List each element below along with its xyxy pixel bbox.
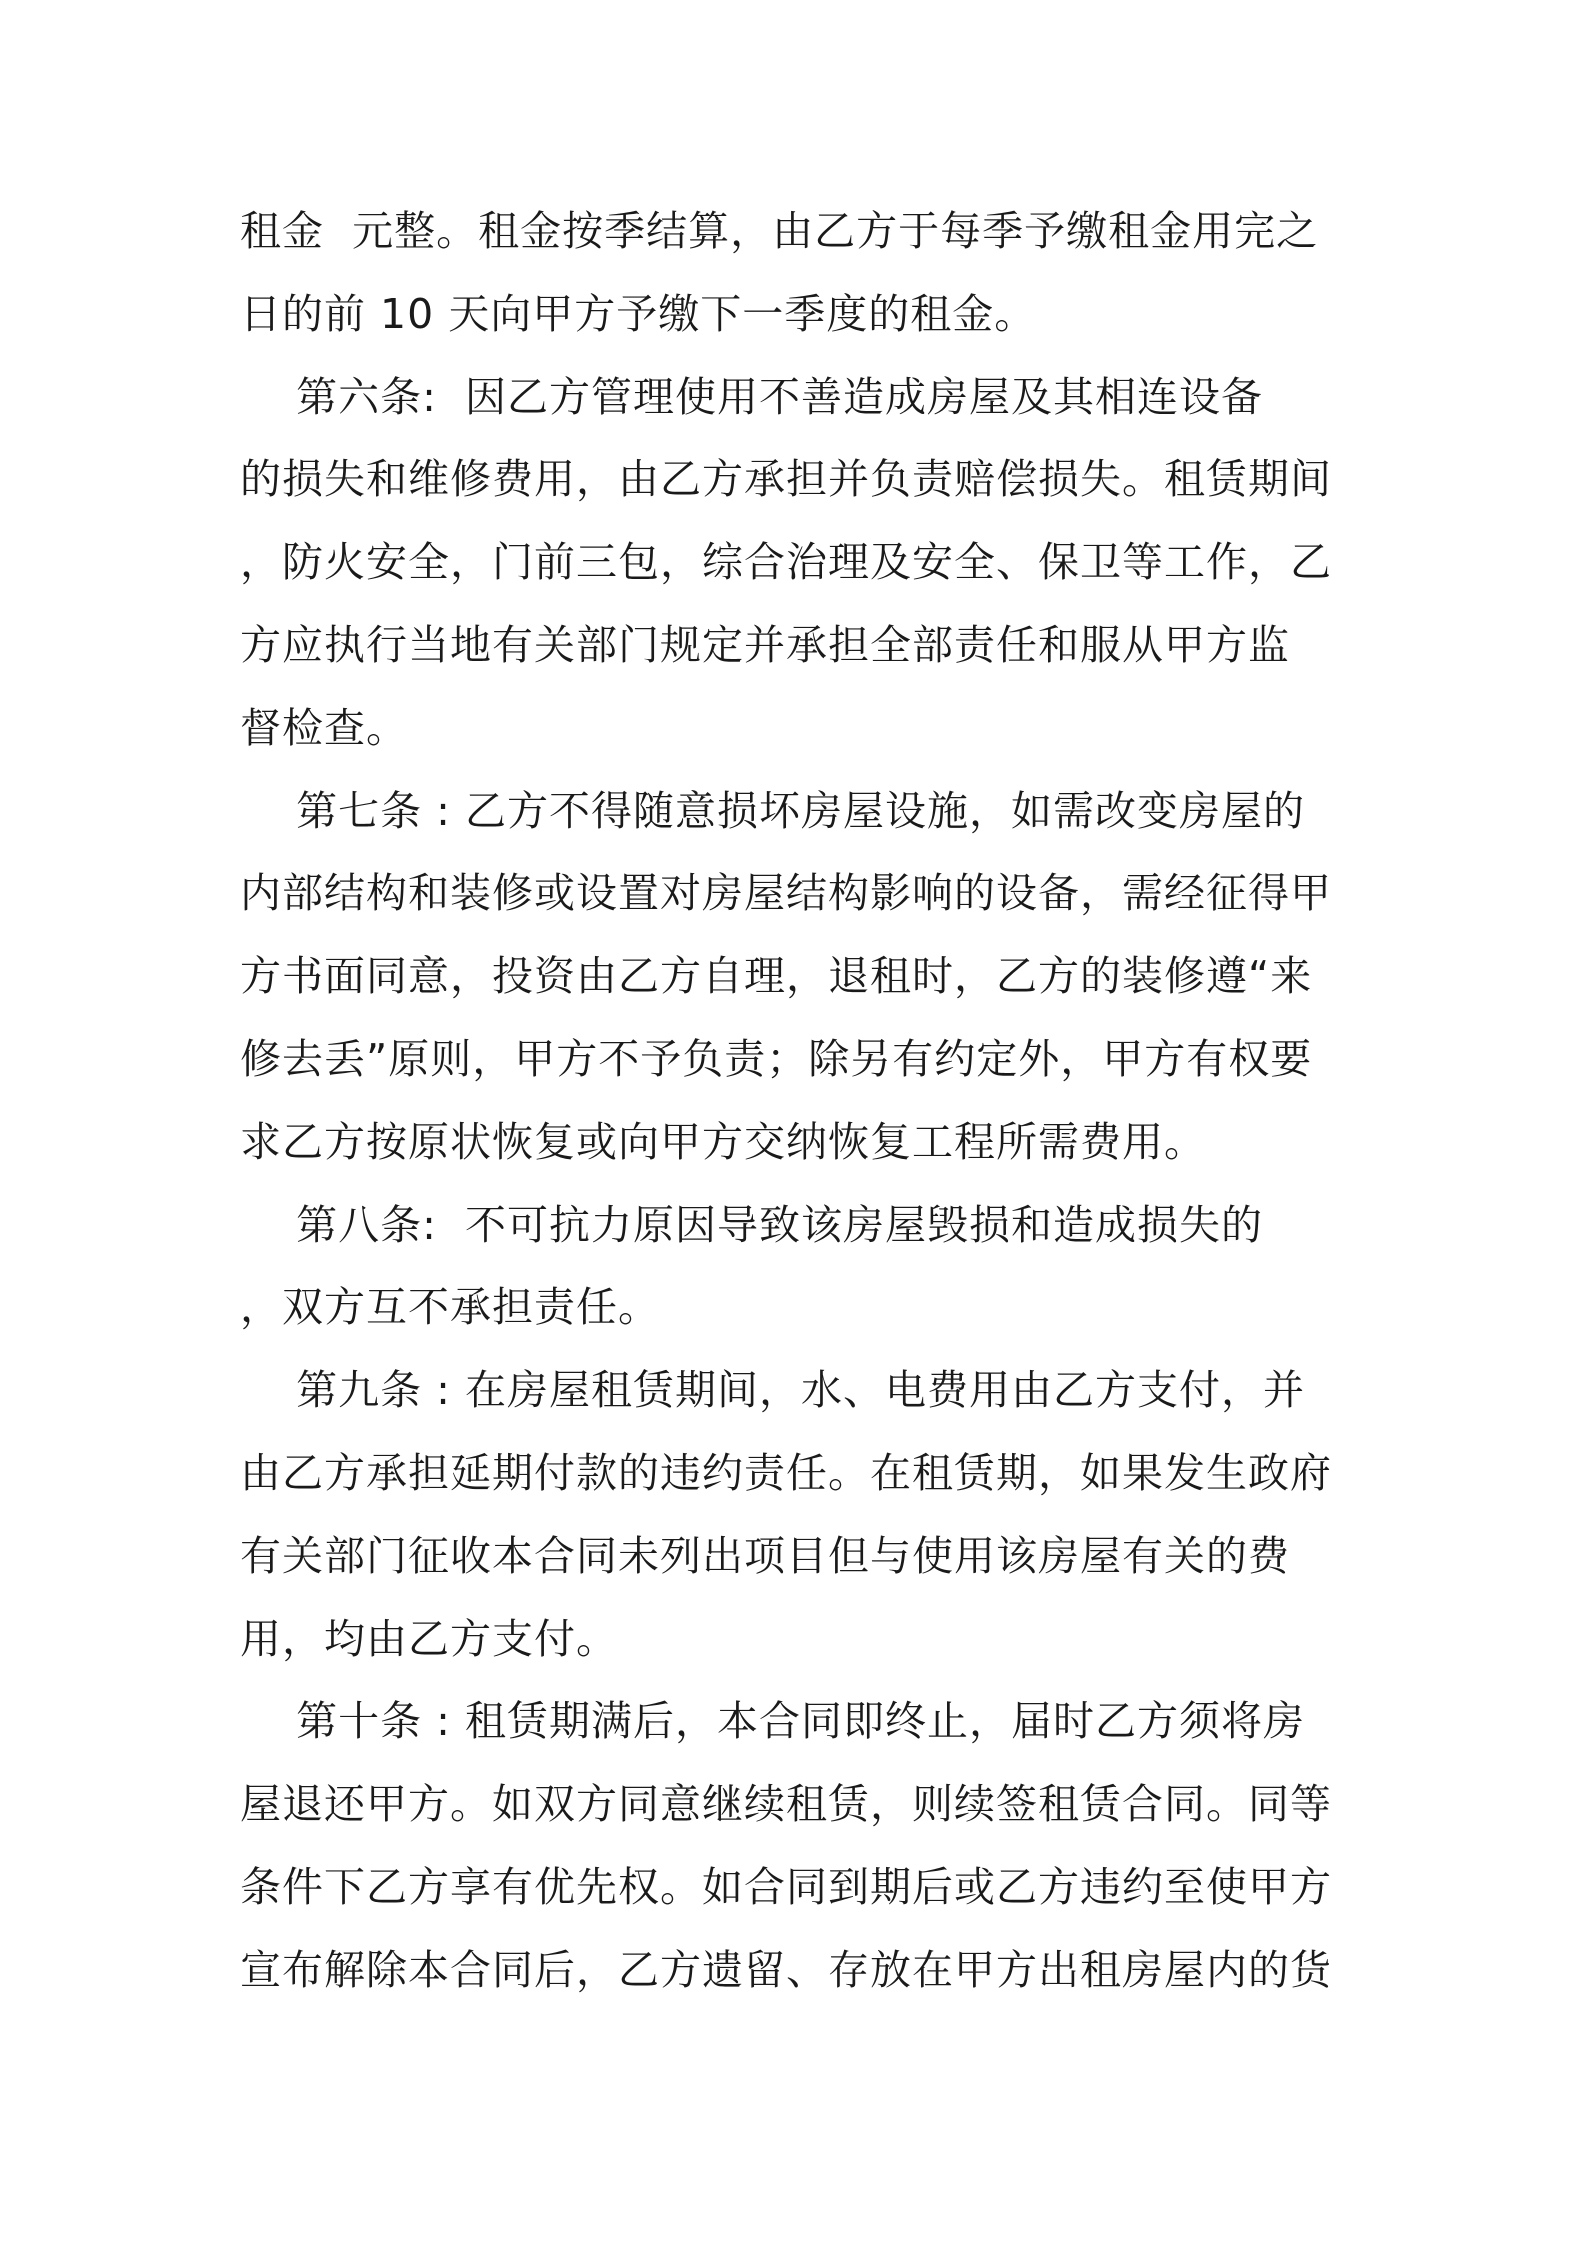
text-line: 宣布解除本合同后，乙方遗留、存放在甲方出租房屋内的货	[240, 1945, 1332, 1994]
text-line: ，防火安全，门前三包，综合治理及安全、保卫等工作，乙	[240, 538, 1332, 587]
text-line: 由乙方承担延期付款的违约责任。在租赁期，如果发生政府	[240, 1448, 1332, 1497]
text-line: 用，均由乙方支付。	[240, 1614, 618, 1663]
text-line: 有关部门征收本合同未列出项目但与使用该房屋有关的费	[240, 1531, 1290, 1580]
text-line: 内部结构和装修或设置对房屋结构影响的设备，需经征得甲	[240, 869, 1332, 918]
text-line: 督检查。	[240, 703, 408, 752]
article-7-line: 第七条 : 乙方不得随意损坏房屋设施，如需改变房屋的	[240, 786, 1306, 835]
text-line: 日的前 10 天向甲方予缴下一季度的租金。	[240, 289, 1037, 338]
text-line: 条件下乙方享有优先权。如合同到期后或乙方违约至使甲方	[240, 1862, 1332, 1911]
text-line: 的损失和维修费用，由乙方承担并负责赔偿损失。租赁期间	[240, 455, 1332, 504]
contract-text	[240, 190, 1360, 2012]
text-line: 方应执行当地有关部门规定并承担全部责任和服从甲方监	[240, 620, 1290, 669]
article-6-line: 第六条: 因乙方管理使用不善造成房屋及其相连设备	[240, 372, 1264, 421]
article-10-line: 第十条 : 租赁期满后，本合同即终止，届时乙方须将房	[240, 1697, 1306, 1746]
text-line: 修去丢”原则，甲方不予负责；除另有约定外，甲方有权要	[240, 1034, 1313, 1083]
text-line: ，双方互不承担责任。	[240, 1283, 660, 1332]
article-8-line: 第八条: 不可抗力原因导致该房屋毁损和造成损失的	[240, 1200, 1264, 1249]
article-9-line: 第九条 : 在房屋租赁期间，水、电费用由乙方支付，并	[240, 1366, 1306, 1415]
text-line: 屋退还甲方。如双方同意继续租赁，则续签租赁合同。同等	[240, 1780, 1332, 1829]
text-line: 方书面同意，投资由乙方自理，退租时，乙方的装修遵“来	[240, 952, 1313, 1001]
text-line: 租金 元整。租金按季结算，由乙方于每季予缴租金用完之	[240, 207, 1319, 255]
text-line: 求乙方按原状恢复或向甲方交纳恢复工程所需费用。	[240, 1117, 1206, 1166]
